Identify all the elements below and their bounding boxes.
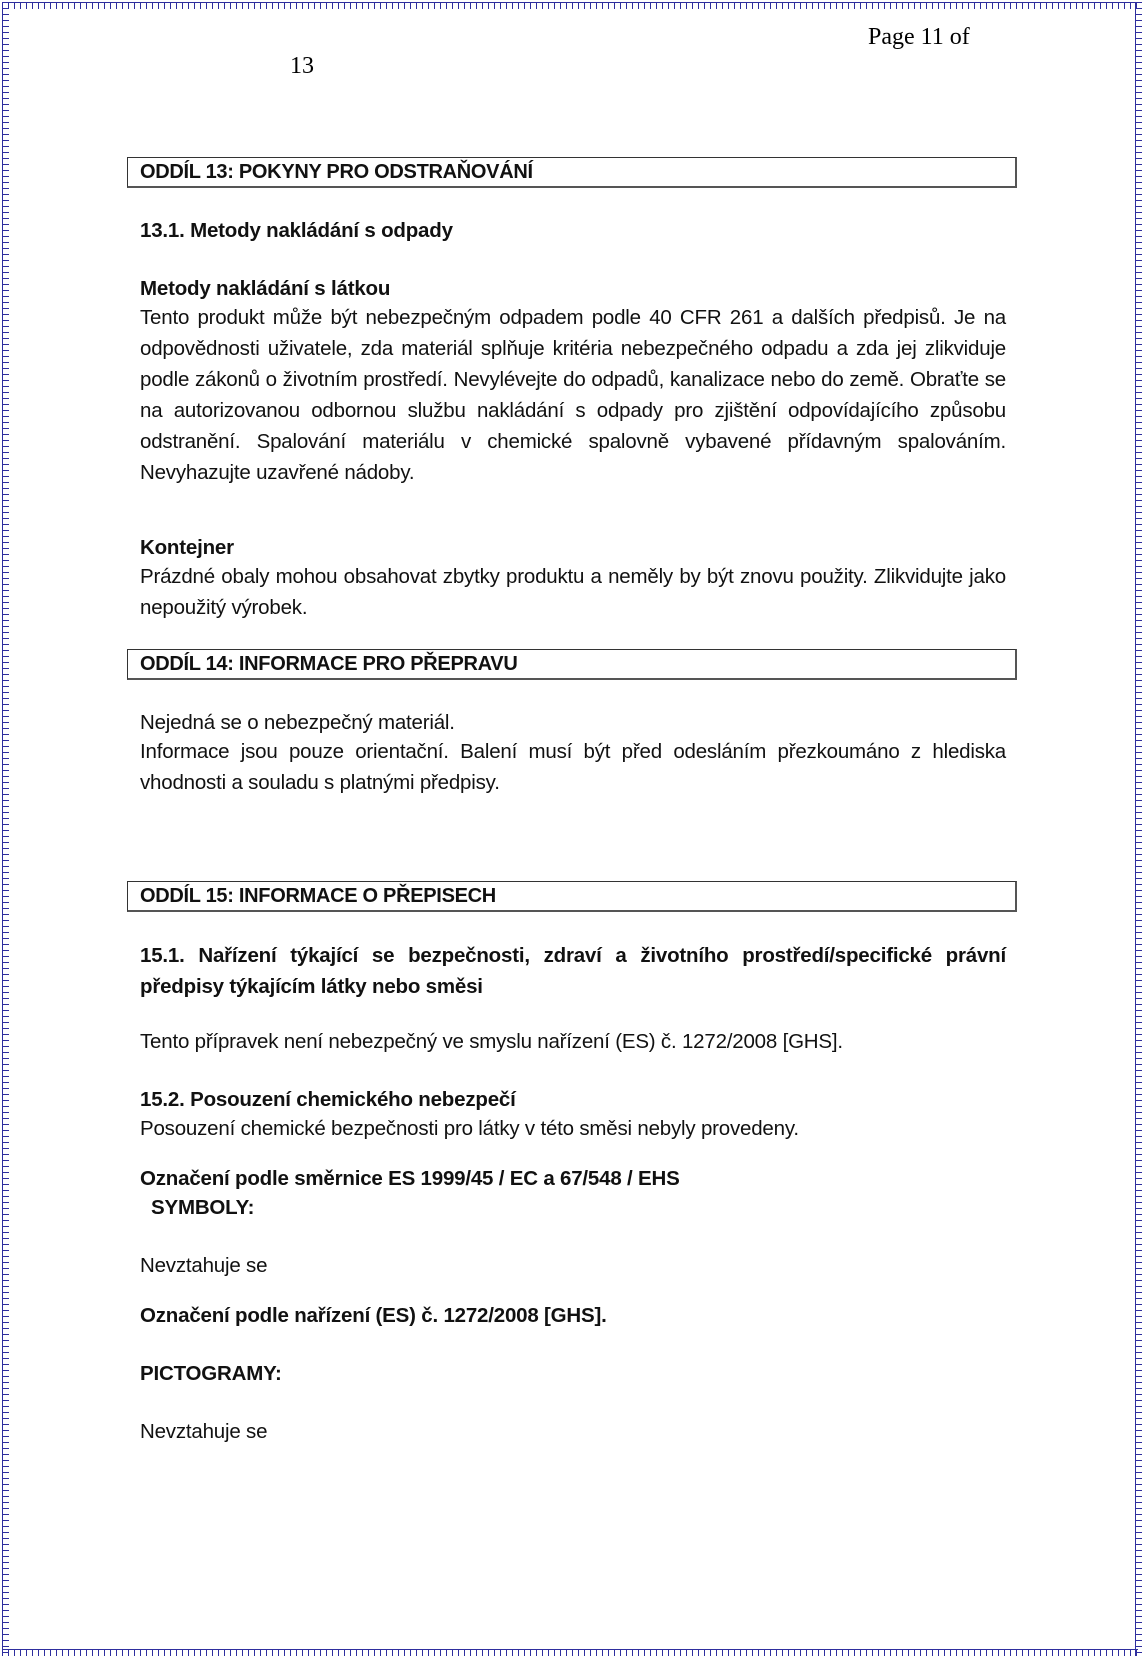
section-15-1-text: Tento přípravek není nebezpečný ve smyslu nařízení (ES) č. 1272/2008 [GHS].	[140, 1030, 843, 1053]
page-total: 13	[290, 53, 314, 79]
section-14-title: ODDÍL 14: INFORMACE PRO PŘEPRAVU	[127, 649, 1017, 680]
transport-line-2: Informace jsou pouze orientační. Balení musí být před odesláním přezkoumáno z hlediska vhodnosti a souladu s platnými předpisy.	[140, 740, 1006, 794]
directive-labeling-heading: Označení podle směrnice ES 1999/45 / EC a 67/548 / EHS	[140, 1167, 680, 1190]
section-15-1-heading: 15.1. Nařízení týkající se bezpečnosti, zdraví a životního prostředí/specifické právní předpisy týkajícím látky nebo směsi	[140, 944, 1006, 998]
page-border-left	[2, 2, 9, 1656]
section-13-title: ODDÍL 13: POKYNY PRO ODSTRAŇOVÁNÍ	[127, 157, 1017, 188]
pictograms-value: Nevztahuje se	[140, 1420, 268, 1443]
page-border-right	[1135, 2, 1142, 1656]
regulation-labeling-heading: Označení podle nařízení (ES) č. 1272/2008 [GHS].	[140, 1304, 607, 1327]
container-heading: Kontejner	[140, 536, 234, 559]
section-15-2-text: Posouzení chemické bezpečnosti pro látky v této směsi nebyly provedeny.	[140, 1117, 799, 1140]
page-number-label: Page 11 of	[868, 24, 970, 50]
pictograms-label: PICTOGRAMY:	[140, 1362, 282, 1385]
container-text: Prázdné obaly mohou obsahovat zbytky produktu a neměly by být znovu použity. Zlikvidujte jako nepoužitý výrobek.	[140, 565, 1006, 619]
section-13-1-heading: 13.1. Metody nakládání s odpady	[140, 219, 453, 242]
transport-line-1: Nejedná se o nebezpečný materiál.	[140, 711, 455, 734]
symbols-label: SYMBOLY:	[151, 1196, 255, 1219]
substance-methods-heading: Metody nakládání s látkou	[140, 277, 391, 300]
section-15-2-heading: 15.2. Posouzení chemického nebezpečí	[140, 1088, 516, 1111]
substance-methods-text: Tento produkt může být nebezpečným odpadem podle 40 CFR 261 a dalších předpisů. Je na odpovědnosti uživatele, zda materiál splňuje kritéria nebezpečného odpadu a zda jej zlikviduje podle zákonů o životním prostředí. Nevylévejte do odpadů, kanalizace nebo do země. Obraťte se na autorizovanou odbornou službu nakládání s odpady pro zjištění odpovídajícího způsobu odstranění. Spalování materiálu v chemické spalovně vybavené přídavným spalováním. Nevyhazujte uzavřené nádoby.	[140, 306, 1006, 484]
page-border-bottom	[2, 1649, 1138, 1656]
page-border-top	[2, 2, 1138, 9]
section-15-title: ODDÍL 15: INFORMACE O PŘEPISECH	[127, 881, 1017, 912]
symbols-value: Nevztahuje se	[140, 1254, 268, 1277]
